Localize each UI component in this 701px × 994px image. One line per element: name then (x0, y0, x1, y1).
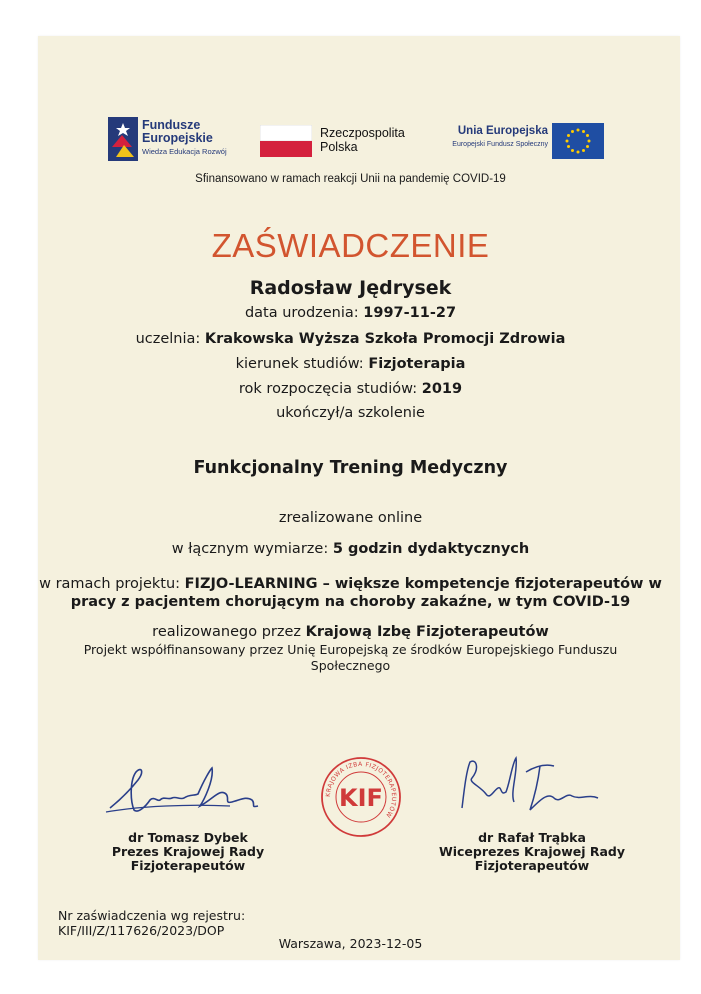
delivery-mode: zrealizowane online (278, 510, 423, 526)
organizer-line (0, 624, 701, 640)
rp-line1: Rzeczpospolita (320, 126, 405, 140)
signatory-2-name: dr Rafał Trąbka (478, 830, 586, 845)
rzeczpospolita-polska-logo (260, 123, 430, 159)
signature-tomasz-dybek (100, 760, 270, 820)
start-year-value: 2019 (421, 381, 463, 397)
signatory-2-role: Wiceprezes Krajowej Rady (438, 844, 626, 859)
hours-value: 5 godzin dydaktycznych (332, 541, 530, 557)
funding-note: Sfinansowano w ramach reakcji Unii na pandemię COVID-19 (195, 173, 506, 185)
register-number: KIF/III/Z/117626/2023/DOP (58, 923, 225, 938)
rp-line2: Polska (320, 140, 358, 154)
kif-seal (320, 756, 402, 838)
signatory-1 (78, 831, 298, 873)
fe-emblem-icon (108, 117, 138, 161)
register-label: Nr zaświadczenia wg rejestru: (58, 908, 246, 923)
hours-label: w łącznym wymiarze: (171, 541, 333, 557)
university-label: uczelnia: (135, 331, 205, 347)
ue-line1: Unia Europejska (457, 125, 548, 137)
field-of-study-line (0, 356, 701, 372)
birth-date-label: data urodzenia: (244, 305, 364, 321)
fe-line1: Fundusze (142, 118, 201, 132)
fe-line2: Europejskie (142, 131, 213, 145)
birth-date-value: 1997-11-27 (363, 305, 457, 321)
field-of-study-label: kierunek studiów: (235, 356, 369, 372)
completed-text: ukończył/a szkolenie (276, 405, 425, 421)
project-label: w ramach projektu: (39, 576, 185, 592)
organizer-value: Krajową Izbę Fizjoterapeutów (305, 624, 549, 640)
certificate-title: ZAŚWIADCZENIE (211, 227, 490, 264)
signature-rafal-trabka (450, 752, 610, 822)
signatory-1-role: Prezes Krajowej Rady (111, 844, 265, 859)
hours-line (0, 541, 701, 557)
signatory-1-org: Fizjoterapeutów (130, 858, 246, 873)
polish-flag-icon (260, 125, 312, 157)
fe-line3: Wiedza Edukacja Rozwój (142, 147, 227, 156)
signatory-2 (422, 831, 642, 873)
ue-line2: Europejski Fundusz Społeczny (452, 141, 548, 148)
start-year-line (0, 381, 701, 397)
project-name-line2: pracy z pacjentem chorującym na choroby zakaźne, w tym COVID-19 (70, 594, 631, 610)
course-name: Funkcjonalny Trening Medyczny (193, 458, 508, 478)
recipient-name: Radosław Jędrysek (249, 277, 452, 299)
start-year-label: rok rozpoczęcia studiów: (238, 381, 422, 397)
organizer-label: realizowanego przez (152, 624, 306, 640)
seal-letters: KIF (339, 784, 383, 812)
cofinance-line2: Społecznego (310, 658, 391, 673)
university-line (0, 331, 701, 347)
birth-date-line (0, 305, 701, 321)
project-line-1 (0, 576, 701, 592)
university-value: Krakowska Wyższa Szkoła Promocji Zdrowia (204, 331, 566, 347)
field-of-study-value: Fizjoterapia (368, 356, 466, 372)
unia-europejska-logo (448, 121, 604, 159)
project-name-line1: FIZJO-LEARNING – większe kompetencje fizjoterapeutów w (184, 576, 662, 592)
signatory-1-name: dr Tomasz Dybek (128, 830, 248, 845)
place-date: Warszawa, 2023-12-05 (278, 936, 423, 951)
seal-ring-text: KRAJOWA IZBA FIZJOTERAPEUTÓW (324, 760, 398, 819)
fundusze-europejskie-logo (108, 117, 248, 161)
register-info (58, 908, 245, 938)
cofinance-line1: Projekt współfinansowany przez Unię Europejską ze środków Europejskiego Funduszu (83, 642, 618, 657)
signatory-2-org: Fizjoterapeutów (474, 858, 590, 873)
eu-flag-icon (552, 123, 604, 159)
